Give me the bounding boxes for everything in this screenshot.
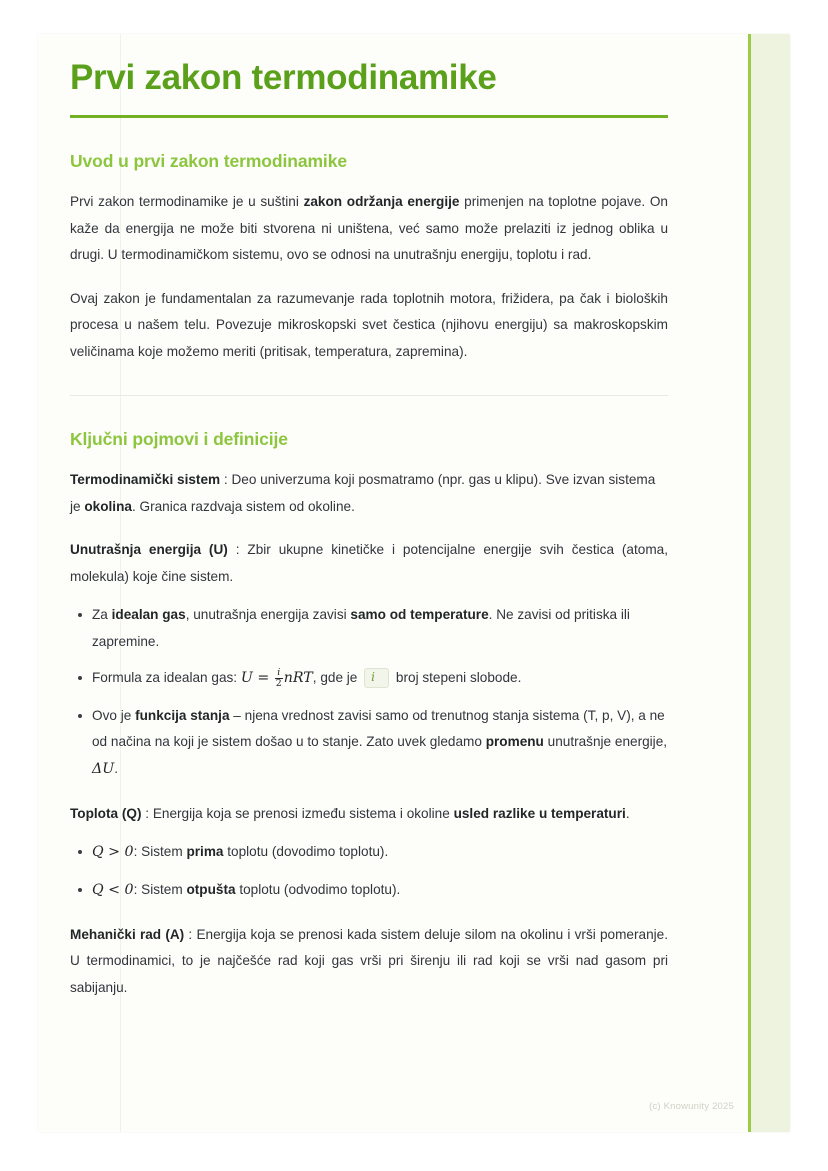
term-system-separator: : xyxy=(220,472,232,488)
bullet-list-heat-sign xyxy=(70,839,668,904)
section-heading-key-terms: Ključni pojmovi i definicije xyxy=(70,429,288,450)
list-item xyxy=(92,602,668,655)
heat-bullet1-text2: toplotu (dovodimo toplotu). xyxy=(223,844,389,860)
bullet3-text4: . xyxy=(114,760,118,776)
term-internal-energy xyxy=(70,537,668,590)
term-heat-text2: . xyxy=(625,805,630,821)
heat-bullet2-text1: : Sistem xyxy=(133,881,187,897)
term-mechanical-work xyxy=(70,922,668,1002)
term-system-bold1: okolina xyxy=(84,498,132,514)
bullet1-text3: . Ne zavisi od pritiska ili zapremine. xyxy=(92,607,630,649)
formula-fraction xyxy=(275,668,283,689)
intro-p1-part1: Prvi zakon termodinamike je u suštini xyxy=(70,194,304,210)
heat-bullet1-text1: : Sistem xyxy=(133,844,187,860)
footer-watermark: (c) Knowunity 2025 xyxy=(649,1101,734,1112)
math-Q-negative: Q < 0 xyxy=(92,881,134,898)
inline-variable-chip-i[interactable]: i xyxy=(364,668,389,687)
intro-p1-bold1: zakon održanja energije xyxy=(303,194,460,210)
list-item xyxy=(92,877,668,905)
bullet1-bold1: idealan gas xyxy=(111,607,186,623)
bullet1-text1: Za xyxy=(92,607,112,623)
bullet-list-internal-energy xyxy=(70,602,668,783)
formula-equals: = xyxy=(252,670,274,687)
term-system-label: Termodinamički sistem xyxy=(70,472,221,488)
bullet3-text2: – njena vrednost zavisi samo od trenutnog stanja sistema (T, p, V), a ne od načina na koji je sistem došao u to stanje. Zato uvek gledamo xyxy=(92,707,665,750)
bullet3-bold1: funkcija stanja xyxy=(135,707,230,723)
right-accent-band xyxy=(748,34,790,1132)
list-item xyxy=(92,839,668,867)
term-heat-bold1: usled razlike u temperaturi xyxy=(453,805,626,821)
bullet2-text2: , gde je xyxy=(312,670,362,686)
formula-fraction-denominator: 2 xyxy=(275,678,282,690)
document-page xyxy=(38,34,790,1132)
page-title: Prvi zakon termodinamike xyxy=(70,58,497,97)
list-item xyxy=(92,665,668,693)
bullet2-text1: Formula za idealan gas: xyxy=(92,670,241,686)
formula-tail-nRT: nRT xyxy=(283,670,313,687)
heat-bullet2-bold1: otpušta xyxy=(186,881,236,897)
term-heat-separator: : xyxy=(141,805,153,821)
formula-symbol-U: U xyxy=(240,670,253,687)
bullet1-text2: , unutrašnja energija zavisi xyxy=(185,607,351,623)
intro-paragraph-2: Ovaj zakon je fundamentalan za razumevanje rada toplotnih motora, frižidera, pa čak i bioloških procesa u našem telu. Povezuje mikroskopski svet čestica (njihovu energiju) sa makroskopskim veličinama koje možemo meriti (pritisak, temperatura, zapremina). xyxy=(70,290,668,359)
list-item xyxy=(92,703,668,784)
term-internal-energy-text1: Zbir ukupne kinetičke i potencijalne energije svih čestica (atoma, molekula) koje čine sistem. xyxy=(70,542,668,584)
math-delta-U: ΔU xyxy=(92,760,115,777)
intro-paragraph-1 xyxy=(70,189,668,269)
heat-bullet2-text2: toplotu (odvodimo toplotu). xyxy=(235,881,401,897)
intro-p1-part2: primenjen na toplotne pojave. On kaže da energija ne može biti stvorena ni uništena, već samo može prelaziti iz jednog oblika u drugi. U termodinamičkom sistemu, ovo se odnosi na unutrašnju energiju, toplotu i rad. xyxy=(70,194,668,263)
math-Q-positive: Q > 0 xyxy=(92,844,134,861)
heat-bullet1-bold1: prima xyxy=(186,844,224,860)
formula-fraction-numerator: i xyxy=(275,668,283,679)
term-internal-energy-label: Unutrašnja energija (U) xyxy=(70,542,228,558)
bullet1-bold2: samo od temperature xyxy=(350,607,489,623)
term-heat xyxy=(70,801,668,828)
formula-internal-energy xyxy=(240,667,313,690)
section-divider xyxy=(70,395,668,396)
title-underline-rule xyxy=(70,115,668,118)
bullet3-bold2: promenu xyxy=(485,734,544,750)
document-content xyxy=(70,34,668,1001)
term-internal-energy-separator: : xyxy=(227,542,248,558)
bullet2-text3: broj stepeni slobode. xyxy=(392,670,522,686)
bullet3-text3: unutrašnje energije, xyxy=(543,734,668,750)
term-work-label: Mehanički rad (A) xyxy=(70,926,185,942)
term-heat-label: Toplota (Q) xyxy=(70,805,142,821)
bullet3-text1: Ovo je xyxy=(92,707,136,723)
term-system-text2: . Granica razdvaja sistem od okoline. xyxy=(131,498,355,514)
term-heat-text1: Energija koja se prenosi između sistema i okoline xyxy=(152,805,454,821)
term-thermodynamic-system xyxy=(70,467,668,520)
term-work-text1: Energija koja se prenosi kada sistem deluje silom na okolinu i vrši pomeranje. U termodinamici, to je najčešće rad koji gas vrši pri širenju ili rad koji se vrši nad gasom pri sabijanju. xyxy=(70,926,668,995)
term-work-separator: : xyxy=(184,926,197,942)
term-system-text1: Deo univerzuma koji posmatramo (npr. gas u klipu). Sve izvan sistema je xyxy=(70,472,656,514)
section-heading-intro: Uvod u prvi zakon termodinamike xyxy=(70,151,347,172)
